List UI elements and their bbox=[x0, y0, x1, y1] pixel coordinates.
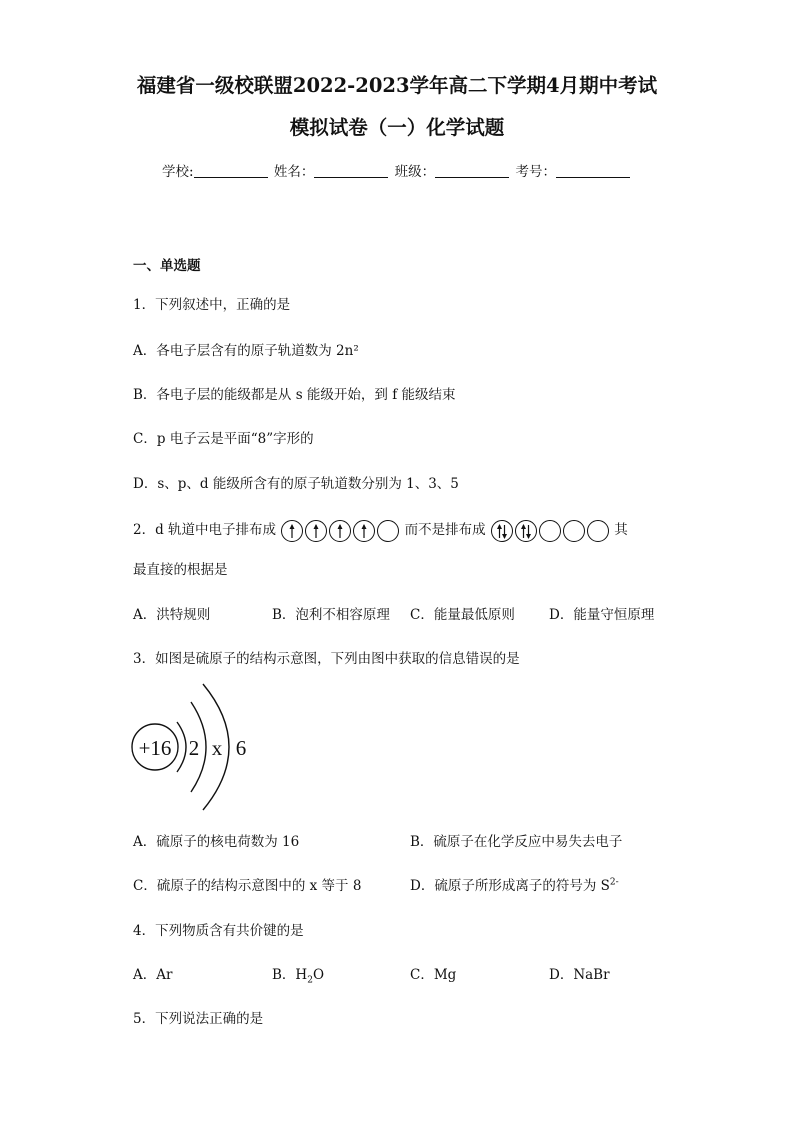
orbital-single-up-4 bbox=[353, 520, 375, 542]
student-info-line bbox=[0, 160, 794, 180]
orbital-paired-1 bbox=[491, 520, 513, 542]
name-label: 姓名： bbox=[273, 164, 315, 180]
orbital-single-up-3 bbox=[329, 520, 351, 542]
nucleus-charge: +16 bbox=[138, 736, 172, 760]
q3-stem: 3．如图是硫原子的结构示意图，下列由图中获取的信息错误的是 bbox=[133, 651, 520, 667]
q2-stem-c: 其 bbox=[614, 522, 628, 538]
exam-title-line1: 福建省一级校联盟2022-2023学年高二下学期4月期中考试 bbox=[136, 74, 658, 97]
q1-option-c: C．p 电子云是平面“8”字形的 bbox=[133, 431, 314, 447]
q1-stem: 1．下列叙述中，正确的是 bbox=[133, 297, 291, 313]
name-blank[interactable] bbox=[314, 164, 388, 178]
q2-stem bbox=[133, 518, 628, 542]
q2-stem-line2: 最直接的根据是 bbox=[133, 562, 228, 578]
q4-option-d: D．NaBr bbox=[549, 967, 610, 983]
q2-option-a: A．洪特规则 bbox=[133, 607, 211, 623]
exam-title-line2: 模拟试卷（一）化学试题 bbox=[289, 116, 505, 139]
q4-option-c: C．Mg bbox=[410, 967, 457, 983]
orbital-single-up-1 bbox=[281, 520, 303, 542]
q4-option-b-sub: 2 bbox=[307, 975, 313, 986]
sulfur-atom-structure-diagram bbox=[125, 678, 265, 818]
q2-stem-a: 2．d 轨道中电子排布成 bbox=[133, 522, 277, 538]
section-title: 一、单选题 bbox=[133, 258, 201, 274]
school-blank[interactable] bbox=[194, 164, 268, 178]
orbital-empty-3 bbox=[539, 520, 561, 542]
shell2-electrons: x bbox=[211, 736, 223, 760]
orbital-single-up-2 bbox=[305, 520, 327, 542]
q4-stem: 4．下列物质含有共价键的是 bbox=[133, 923, 304, 939]
orbital-empty-5 bbox=[587, 520, 609, 542]
shell3-electrons: 6 bbox=[235, 736, 247, 760]
q3-option-c: C．硫原子的结构示意图中的 x 等于 8 bbox=[133, 878, 362, 894]
q1-option-d: D．s、p、d 能级所含有的原子轨道数分别为 1、3、5 bbox=[133, 476, 459, 492]
q3-option-d-charge: 2- bbox=[609, 877, 619, 888]
q3-option-d bbox=[410, 874, 619, 894]
q3-option-d-text: D．硫原子所形成离子的符号为 S bbox=[410, 878, 610, 894]
orbital-diagram-paired bbox=[490, 522, 610, 538]
q3-option-b: B．硫原子在化学反应中易失去电子 bbox=[410, 834, 623, 850]
school-label: 学校: bbox=[162, 164, 194, 180]
q1-option-b: B．各电子层的能级都是从 s 能级开始，到 f 能级结束 bbox=[133, 387, 456, 403]
q2-option-b: B．泡利不相容原理 bbox=[272, 607, 390, 623]
orbital-empty-4 bbox=[563, 520, 585, 542]
q2-option-c: C．能量最低原则 bbox=[410, 607, 515, 623]
orbital-empty-5 bbox=[377, 520, 399, 542]
q2-stem-b: 而不是排布成 bbox=[404, 522, 486, 538]
q2-option-d: D．能量守恒原理 bbox=[549, 607, 655, 623]
orbital-paired-2 bbox=[515, 520, 537, 542]
q4-option-b-pre: B．H bbox=[272, 967, 308, 983]
exam-number-blank[interactable] bbox=[556, 164, 630, 178]
q3-option-a: A．硫原子的核电荷数为 16 bbox=[133, 834, 300, 850]
exam-number-label: 考号： bbox=[515, 164, 556, 180]
class-blank[interactable] bbox=[435, 164, 509, 178]
q1-option-a: A．各电子层含有的原子轨道数为 2n² bbox=[133, 343, 359, 359]
orbital-diagram-hund bbox=[280, 522, 400, 538]
q4-option-a: A．Ar bbox=[133, 967, 173, 983]
q4-option-b-post: O bbox=[312, 967, 325, 983]
shell1-electrons: 2 bbox=[188, 736, 200, 760]
class-label: 班级： bbox=[394, 164, 436, 180]
q5-stem: 5．下列说法正确的是 bbox=[133, 1011, 264, 1027]
q4-option-b bbox=[272, 963, 324, 986]
